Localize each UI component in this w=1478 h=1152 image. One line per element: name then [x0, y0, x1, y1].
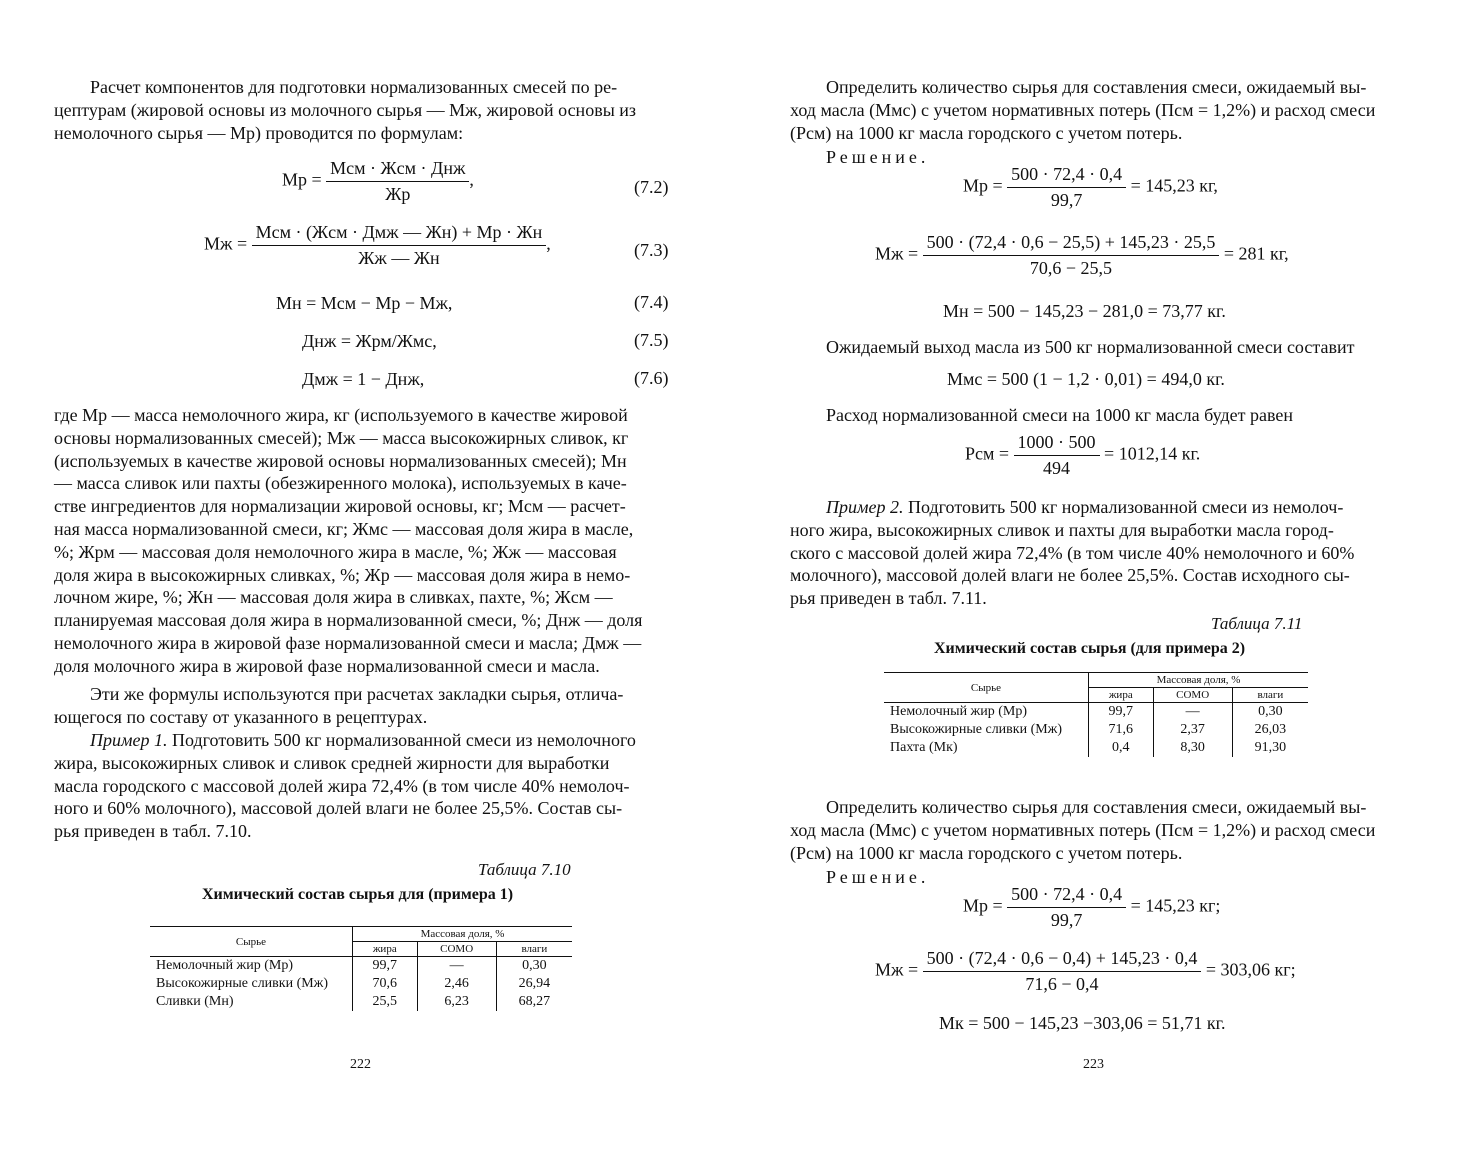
- column-header-raw: Сырье: [150, 927, 353, 957]
- example-2-paragraph: [790, 496, 1406, 610]
- table-label: Таблица 7.10: [478, 860, 571, 879]
- text-line: (Рсм) на 1000 кг масла городского с учетом потерь.: [790, 122, 1183, 143]
- equation-number: (7.3): [634, 240, 669, 260]
- text-line: планируемая массовая доля жира в нормализованной смеси, %; Днж — доля: [54, 610, 643, 631]
- table-cell: 0,30: [1258, 704, 1283, 719]
- numerator: Мсм · (Жсм · Дмж — Жн) + Мр · Жн: [252, 222, 547, 246]
- text-line: ского с массовой долей жира 72,4% (в том числе 40% немолочного и 60%: [790, 542, 1355, 563]
- numerator: Мсм · Жсм · Днж: [326, 158, 469, 182]
- text-run: Подготовить 500 кг нормализованной смеси из немолоч-: [903, 497, 1344, 517]
- denominator: 70,6 − 25,5: [1029, 258, 1113, 278]
- text-line: (используемых в качестве жировой основы нормализованных смесей); Мн: [54, 450, 627, 471]
- fraction: [923, 948, 1202, 995]
- consumption-text: Расход нормализованной смеси на 1000 кг масла будет равен: [826, 405, 1294, 425]
- denominator: 99,7: [1050, 910, 1083, 930]
- text-line: доля жира в высокожирных сливках, %; Жр — массовая доля жира в немо-: [54, 564, 631, 585]
- table-cell: —: [1153, 703, 1232, 722]
- text-line: немолочного жира в жировой фазе нормализованной смеси и масла; Дмж —: [54, 632, 642, 653]
- formula-label: Мр =: [963, 895, 1003, 916]
- text-line: где Мр — масса немолочного жира, кг (используемого в качестве жировой: [54, 405, 628, 425]
- formula-label: Мр =: [963, 175, 1003, 196]
- numerator: 500 · 72,4 · 0,4: [1007, 884, 1126, 908]
- text-line: жира, высокожирных сливок и сливок средней жирности для выработки: [54, 752, 610, 773]
- solution-label: Решение.: [826, 867, 930, 887]
- task-paragraph: [790, 76, 1406, 144]
- formula-punct: ,: [546, 233, 551, 254]
- column-group-header: Массовая доля, %: [353, 927, 573, 942]
- composition-table: [150, 926, 572, 1011]
- table-row: [150, 975, 572, 993]
- denominator: 99,7: [1050, 190, 1083, 210]
- text-line: Определить количество сырья для составления смеси, ожидаемый вы-: [826, 77, 1367, 97]
- table-cell: Немолочный жир (Мр): [150, 957, 353, 976]
- table-cell: Высокожирные сливки (Мж): [150, 975, 353, 993]
- text-line: доля молочного жира в жировой фазе нормализованной смеси и масла.: [54, 655, 600, 676]
- text-line: Эти же формулы используются при расчетах закладки сырья, отлича-: [90, 684, 624, 704]
- formula-7-3: [204, 222, 551, 269]
- formula-label: Мж =: [875, 243, 919, 264]
- table-cell: 25,5: [353, 993, 418, 1011]
- text-run: Подготовить 500 кг нормализованной смеси из немолочного: [167, 730, 636, 750]
- table-label: Таблица 7.11: [1211, 614, 1303, 633]
- equation-number: (7.2): [634, 177, 669, 197]
- table-title: Химический состав сырья для (примера 1): [202, 886, 514, 903]
- task-paragraph-2: [790, 796, 1406, 864]
- table-cell: Немолочный жир (Мр): [884, 703, 1089, 722]
- table-cell: 70,6: [353, 975, 418, 993]
- fraction: [1007, 164, 1126, 211]
- formula-label: Мр =: [282, 169, 322, 190]
- table-cell: 8,30: [1153, 739, 1232, 757]
- formula-label: Рсм =: [965, 443, 1010, 464]
- explanation-paragraph: [54, 404, 670, 678]
- table-cell: Высокожирные сливки (Мж): [884, 721, 1089, 739]
- text-line: ная масса нормализованной смеси, кг; Жмс — массовая доля жира в масле,: [54, 518, 634, 539]
- solution-2-formula-mr: [963, 884, 1220, 931]
- formula-7-6: Дмж = 1 − Днж,: [302, 369, 425, 389]
- column-header: влаги: [521, 943, 548, 955]
- formula-result: = 281 кг,: [1223, 243, 1289, 264]
- fraction: [326, 158, 469, 205]
- table-title: Химический состав сырья (для примера 2): [934, 640, 1246, 657]
- text-line: рья приведен в табл. 7.11.: [790, 588, 987, 609]
- column-header-raw: Сырье: [884, 673, 1089, 703]
- text-line: масла городского с массовой долей жира 72,4% (в том числе 40% немолоч-: [54, 775, 630, 796]
- numerator: 500 · 72,4 · 0,4: [1007, 164, 1126, 188]
- solution-label: Решение.: [826, 147, 930, 167]
- formula-result: = 303,06 кг;: [1205, 959, 1296, 980]
- text-line: [790, 496, 1406, 519]
- text-line: ного и 60% молочного), массовой долей влаги не более 25,5%. Состав сы-: [54, 798, 623, 819]
- equation-number: (7.4): [634, 292, 669, 312]
- text-line: рья приведен в табл. 7.10.: [54, 821, 252, 842]
- text-line: ход масла (Ммс) с учетом нормативных потерь (Псм = 1,2%) и расход смеси: [790, 99, 1376, 120]
- table-row: [150, 957, 572, 976]
- expected-yield-text: Ожидаемый выход масла из 500 кг нормализованной смеси составит: [826, 337, 1355, 357]
- solution-formula-mzh: [875, 232, 1289, 279]
- table-row: [884, 721, 1308, 739]
- denominator: Жж — Жн: [358, 248, 440, 268]
- column-header: СОМО: [417, 942, 496, 957]
- numerator: 500 · (72,4 · 0,6 − 25,5) + 145,23 · 25,5: [923, 232, 1220, 256]
- table-cell: 2,37: [1153, 721, 1232, 739]
- text-line: лочном жире, %; Жн — массовая доля жира в сливках, пахте, %; Жсм —: [54, 587, 613, 608]
- text-line: стве ингредиентов для нормализации жировой основы, кг; Мсм — расчет-: [54, 496, 626, 517]
- table-row: [884, 703, 1308, 722]
- solution-formula-mn: Мн = 500 − 145,23 − 281,0 = 73,77 кг.: [943, 301, 1226, 321]
- denominator: 71,6 − 0,4: [1025, 974, 1099, 994]
- table-cell: 26,94: [518, 976, 551, 991]
- text-line: цептурам (жировой основы из молочного сырья — Мж, жировой основы из: [54, 99, 637, 120]
- text-line: основы нормализованных смесей); Мж — масса высокожирных сливок, кг: [54, 427, 629, 448]
- column-header: жира: [1089, 688, 1154, 703]
- composition-table: [884, 672, 1308, 757]
- text-line: ющегося по составу от указанного в рецептурах.: [54, 706, 428, 727]
- table-row: [150, 993, 572, 1011]
- table-cell: 2,46: [417, 975, 496, 993]
- formula-result: = 145,23 кг,: [1130, 175, 1218, 196]
- numerator: 500 · (72,4 · 0,6 − 0,4) + 145,23 · 0,4: [923, 948, 1202, 972]
- denominator: Жр: [385, 184, 411, 204]
- table-cell: 68,27: [518, 994, 551, 1009]
- example-label: Пример 1.: [90, 730, 168, 750]
- text-line: ного жира, высокожирных сливок и пахты для выработки масла город-: [790, 519, 1334, 540]
- text-line: — масса сливок или пахты (обезжиренного молока), используемых в каче-: [54, 473, 627, 494]
- example-1-paragraph: [54, 729, 670, 843]
- right-page: [739, 0, 1478, 1152]
- formula-result: = 1012,14 кг.: [1104, 443, 1201, 464]
- fraction: [252, 222, 547, 269]
- solution-2-formula-mk: Мк = 500 − 145,23 −303,06 = 51,71 кг.: [939, 1013, 1226, 1033]
- column-header: жира: [353, 942, 418, 957]
- fraction: [1014, 432, 1100, 479]
- formula-7-2: [282, 158, 474, 205]
- text-line: %; Жрм — массовая доля немолочного жира в масле, %; Жж — массовая: [54, 541, 617, 562]
- table-cell: 91,30: [1254, 740, 1287, 755]
- intro-paragraph: [54, 76, 670, 144]
- text-line: немолочного сырья — Мр) проводится по формулам:: [54, 122, 464, 143]
- table-cell: Пахта (Мк): [884, 739, 1089, 757]
- text-line: молочного), массовой долей влаги не более 25,5%. Состав исходного сы-: [790, 565, 1350, 586]
- column-header: влаги: [1257, 689, 1284, 701]
- equation-number: (7.5): [634, 330, 669, 350]
- equation-number: (7.6): [634, 368, 669, 388]
- page-number: 223: [1083, 1057, 1104, 1072]
- text-line: Расчет компонентов для подготовки нормализованных смесей по ре-: [90, 77, 618, 97]
- table-cell: 0,30: [522, 958, 547, 973]
- table-cell: Сливки (Мн): [150, 993, 353, 1011]
- table-cell: 26,03: [1254, 722, 1287, 737]
- table-cell: 6,23: [417, 993, 496, 1011]
- column-header: СОМО: [1153, 688, 1232, 703]
- table-cell: —: [417, 957, 496, 976]
- page-number: 222: [350, 1057, 371, 1072]
- formula-7-4: Мн = Мсм − Мр − Мж,: [276, 293, 453, 313]
- text-line: (Рсм) на 1000 кг масла городского с учетом потерь.: [790, 842, 1183, 863]
- denominator: 494: [1043, 458, 1071, 478]
- formula-7-5: Днж = Жрм/Жмс,: [302, 331, 437, 351]
- expected-yield-formula: Ммс = 500 (1 − 1,2 · 0,01) = 494,0 кг.: [947, 369, 1225, 389]
- fraction: [1007, 884, 1126, 931]
- example-label: Пример 2.: [826, 497, 904, 517]
- numerator: 1000 · 500: [1014, 432, 1100, 456]
- table-cell: 99,7: [353, 957, 418, 976]
- text-line: [54, 729, 670, 752]
- formula-result: = 145,23 кг;: [1130, 895, 1221, 916]
- solution-2-formula-mzh: [875, 948, 1296, 995]
- formula-label: Мж =: [875, 959, 919, 980]
- column-group-header: Массовая доля, %: [1089, 673, 1309, 688]
- table-row: [884, 739, 1308, 757]
- fraction: [923, 232, 1220, 279]
- formula-label: Мж =: [204, 233, 248, 254]
- text-line: ход масла (Ммс) с учетом нормативных потерь (Псм = 1,2%) и расход смеси: [790, 819, 1376, 840]
- solution-formula-mr: [963, 164, 1218, 211]
- formula-punct: ,: [469, 169, 474, 190]
- same-formulas-paragraph: [54, 683, 670, 729]
- table-cell: 0,4: [1089, 739, 1154, 757]
- consumption-formula: [965, 432, 1200, 479]
- table-cell: 71,6: [1089, 721, 1154, 739]
- table-cell: 99,7: [1089, 703, 1154, 722]
- text-line: Определить количество сырья для составления смеси, ожидаемый вы-: [826, 797, 1367, 817]
